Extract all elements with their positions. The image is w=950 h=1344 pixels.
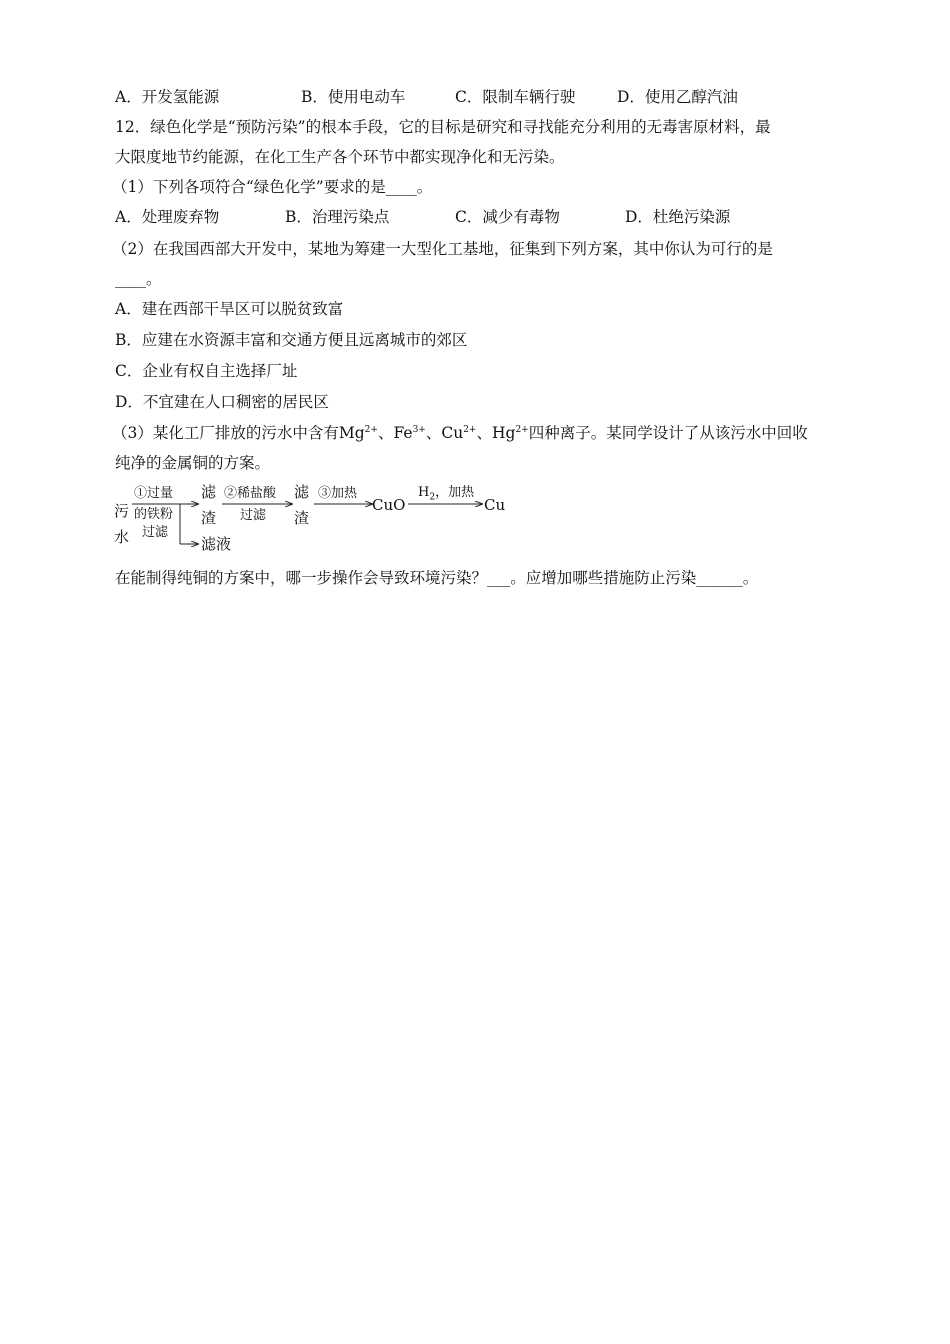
step4-rest: ，加热 (435, 485, 475, 500)
q11-option-d: D．使用乙醇汽油 (617, 88, 738, 106)
q12-part2-option-a: A．建在西部干旱区可以脱贫致富 (115, 300, 344, 318)
step1-label-mid: 的铁粉 (134, 507, 174, 522)
ion-hg: Hg (492, 424, 516, 442)
product-cu: Cu (484, 496, 506, 514)
q12-part1-question: （1）下列各项符合“绿色化学”要求的是____。 (112, 178, 433, 196)
q12-part3-question-line1 (112, 423, 808, 443)
separator: 、 (425, 424, 442, 442)
q11-option-c: C．限制车辆行驶 (455, 88, 576, 106)
q12-part1-option-d: D．杜绝污染源 (625, 208, 731, 226)
ion-cu-charge: 2+ (463, 425, 477, 435)
residue1-top: 滤 (201, 483, 217, 501)
flow-wu: 污 (114, 502, 130, 520)
product-cuo: CuO (372, 496, 406, 514)
q12-part1-option-a: A．处理废弃物 (115, 208, 220, 226)
step2-label-top: ②稀盐酸 (224, 486, 277, 501)
q12-part1-option-c: C．减少有毒物 (455, 208, 560, 226)
q12-stem-line1: 12．绿色化学是“预防污染”的根本手段，它的目标是研究和寻找能充分利用的无毒害原材料，最 (115, 118, 771, 136)
ion-mg-charge: 2+ (364, 425, 378, 435)
ion-mg: Mg (338, 424, 365, 442)
step1-label-top: ①过量 (134, 486, 174, 501)
q12-part2-question-line1: （2）在我国西部大开发中，某地为筹建一大型化工基地，征集到下列方案，其中你认为可行的是 (112, 240, 773, 258)
part3-intro-tail: 四种离子。某同学设计了从该污水中回收 (528, 424, 808, 442)
ion-fe: Fe (393, 424, 413, 442)
step1-label-bottom: 过滤 (142, 525, 169, 540)
ion-cu: Cu (441, 424, 464, 442)
step4-label (418, 485, 474, 506)
q12-part2-option-b: B．应建在水资源丰富和交通方便且远离城市的郊区 (115, 331, 468, 349)
q11-option-a: A．开发氢能源 (115, 88, 220, 106)
q12-part3-question-line2: 纯净的金属铜的方案。 (115, 454, 271, 472)
separator: 、 (377, 424, 394, 442)
copper-recovery-flowchart (110, 480, 530, 560)
q12-part3-final-question: 在能制得纯铜的方案中，哪一步操作会导致环境污染？___。应增加哪些措施防止污染______。 (115, 569, 759, 587)
ion-fe-charge: 3+ (412, 425, 426, 435)
step3-label: ③加热 (318, 486, 358, 501)
ion-hg-charge: 2+ (515, 425, 529, 435)
q12-part2-option-d: D．不宜建在人口稠密的居民区 (115, 393, 329, 411)
filtrate-label: 滤液 (201, 535, 232, 553)
q11-option-b: B．使用电动车 (301, 88, 406, 106)
step2-label-bottom: 过滤 (240, 508, 267, 523)
flow-shui: 水 (114, 528, 130, 546)
q12-stem-line2: 大限度地节约能源，在化工生产各个环节中都实现净化和无污染。 (115, 148, 565, 166)
q12-part2-question-line2: ____。 (115, 270, 162, 288)
step4-subscript: 2 (429, 492, 436, 503)
q11-options-row (115, 87, 835, 107)
residue2-top: 滤 (294, 483, 310, 501)
q12-part1-options-row (115, 207, 835, 227)
residue2-bottom: 渣 (294, 509, 310, 527)
q12-part2-option-c: C．企业有权自主选择厂址 (115, 362, 298, 380)
q12-part1-option-b: B．治理污染点 (285, 208, 390, 226)
separator: 、 (476, 424, 492, 442)
step4-h: H (418, 485, 430, 500)
part3-intro-text: （3）某化工厂排放的污水中含有 (112, 424, 339, 442)
residue1-bottom: 渣 (201, 509, 217, 527)
